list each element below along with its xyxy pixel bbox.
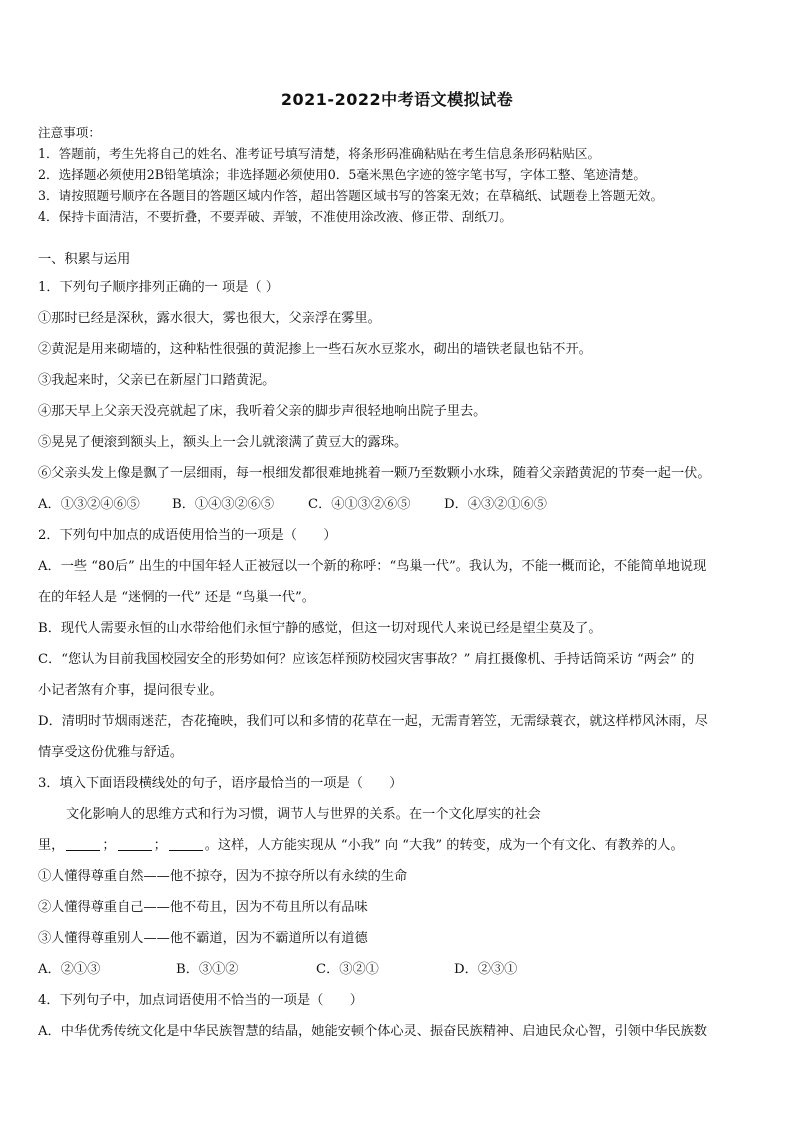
- q3-blank-1: [66, 838, 100, 851]
- q2-option-a-line-2: 在的年轻人是 “迷惘的一代” 还是 “鸟巢一代”。: [38, 590, 315, 605]
- q1-option-d[interactable]: D．④③②①⑥⑤: [444, 497, 547, 512]
- q2-option-c-line-2: 小记者煞有介事，提问很专业。: [38, 683, 223, 698]
- q3-blank-2: [118, 838, 152, 851]
- q4-stem: 4．下列句子中，加点词语使用不恰当的一项是（ ）: [38, 993, 363, 1008]
- q3-passage-line-2: [38, 837, 763, 855]
- q2-option-a-line-1[interactable]: A．一些 “80后” 出生的中国年轻人正被冠以一个新的称呼：“鸟巢一代”。我认为，不能一概而论，不能简单地说现: [38, 559, 707, 574]
- q1-sentence-6: ⑥父亲头发上像是飘了一层细雨，每一根细发都很难地挑着一颗乃至数颗小水珠，随着父亲踏黄泥的节奏一起一伏。: [38, 466, 711, 481]
- q2-option-d-line-1[interactable]: D．清明时节烟雨迷茫，杏花掩映，我们可以和多情的花草在一起，无需青箬笠，无需绿蓑衣，就这样栉风沐雨，尽: [38, 714, 708, 729]
- q3-sentence-3: ③人懂得尊重别人——他不霸道，因为不霸道所以有道德: [38, 931, 368, 946]
- notice-item-3: 3．请按照题号顺序在各题目的答题区域内作答，超出答题区域书写的答案无效；在草稿纸、试题卷上答题无效。: [38, 188, 664, 203]
- q3-blank-3: [169, 838, 203, 851]
- q1-option-b[interactable]: B．①④③②⑥⑤: [172, 497, 275, 512]
- q3-passage-line-1: 文化影响人的思维方式和行为习惯，调节人与世界的关系。在一个文化厚实的社会: [66, 807, 541, 822]
- q2-option-d-line-2: 情享受这份优雅与舒适。: [38, 745, 184, 760]
- q4-option-a-line-1[interactable]: A．中华优秀传统文化是中华民族智慧的结晶，她能安顿个体心灵、振奋民族精神、启迪民众心智，引领中华民族数: [38, 1024, 707, 1039]
- q3-separator-2: ；: [153, 838, 167, 853]
- q3-option-d[interactable]: D．②③①: [454, 962, 518, 977]
- q1-sentence-1: ①那时已经是深秋，露水很大，雾也很大，父亲浮在雾里。: [38, 311, 381, 326]
- q2-stem: 2．下列句中加点的成语使用恰当的一项是（ ）: [38, 528, 337, 543]
- q3-option-c[interactable]: C．③②①: [316, 962, 379, 977]
- q3-sentence-2: ②人懂得尊重自己——他不苟且，因为不苟且所以有品味: [38, 900, 368, 915]
- q3-passage-prefix: 里，: [38, 838, 65, 853]
- q3-sentence-1: ①人懂得尊重自然——他不掠夺，因为不掠夺所以有永续的生命: [38, 869, 408, 884]
- section-heading: 一、积累与运用: [38, 252, 131, 267]
- q1-sentence-4: ④那天早上父亲天没亮就起了床，我听着父亲的脚步声很轻地响出院子里去。: [38, 404, 487, 419]
- q1-stem: 1．下列句子顺序排列正确的一 项是（ ）: [38, 280, 279, 295]
- notice-item-2: 2．选择题必须使用2B铅笔填涂；非选择题必须使用0．5毫米黑色字迹的签字笔书写，字体工整、笔迹清楚。: [38, 167, 647, 182]
- q3-option-b[interactable]: B．③①②: [176, 962, 239, 977]
- q1-sentence-2: ②黄泥是用来砌墙的，这种粘性很强的黄泥掺上一些石灰水豆浆水，砌出的墙铁老鼠也钻不开。: [38, 342, 592, 357]
- notice-item-4: 4．保持卡面清洁，不要折叠，不要弄破、弄皱，不准使用涂改液、修正带、刮纸刀。: [38, 209, 512, 224]
- q1-sentence-3: ③我起来时，父亲已在新屋门口踏黄泥。: [38, 373, 276, 388]
- notice-heading: 注意事项：: [38, 125, 101, 140]
- q1-sentence-5: ⑤晃晃了便滚到额头上，额头上一会儿就滚满了黄豆大的露珠。: [38, 435, 408, 450]
- q3-option-a[interactable]: A．②①③: [38, 962, 101, 977]
- page-title: 2021-2022中考语文模拟试卷: [280, 90, 514, 109]
- q3-passage-suffix: 。这样，人方能实现从 “小我” 向 “大我” 的转变，成为一个有文化、有教养的人。: [204, 838, 684, 853]
- q3-stem: 3．填入下面语段横线处的句子，语序最恰当的一项是（ ）: [38, 776, 403, 791]
- q1-option-c[interactable]: C．④①③②⑥⑤: [308, 497, 411, 512]
- q1-options: [38, 496, 763, 514]
- q3-separator-1: ；: [102, 838, 116, 853]
- q3-options: [38, 961, 763, 979]
- q2-option-c-line-1[interactable]: C．“您认为目前我国校园安全的形势如何？应该怎样预防校园灾害事故？” 肩扛摄像机、手持话筒采访 “两会” 的: [38, 652, 695, 667]
- q2-option-b[interactable]: B．现代人需要永恒的山水带给他们永恒宁静的感觉，但这一切对现代人来说已经是望尘莫及了。: [38, 621, 602, 636]
- q1-option-a[interactable]: A．①③②④⑥⑤: [38, 497, 140, 512]
- notice-item-1: 1．答题前，考生先将自己的姓名、准考证号填写清楚，将条形码准确粘贴在考生信息条形码粘贴区。: [38, 146, 601, 161]
